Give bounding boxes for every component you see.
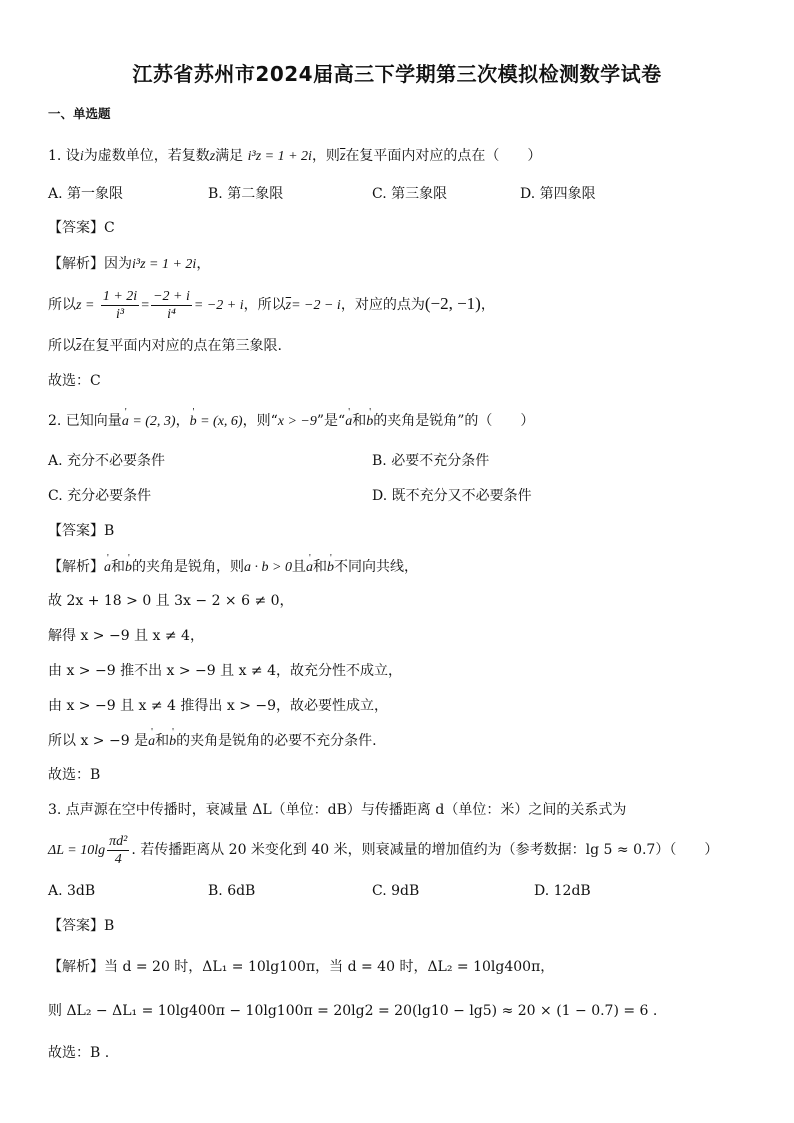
q2-a: ' a bbox=[345, 412, 352, 432]
q2-option-d: D. 既不充分又不必要条件 bbox=[372, 488, 532, 504]
q2-l1d: 且 bbox=[291, 559, 306, 575]
q1-rest: = −2 + i bbox=[193, 298, 244, 313]
q2-choose: 故选：B bbox=[48, 767, 101, 783]
q1-option-d: D. 第四象限 bbox=[520, 186, 596, 202]
q1-fraction-1 bbox=[101, 288, 139, 323]
q2-b-eq: ' b = (x, 6) bbox=[190, 412, 243, 432]
q2-option-a: A. 充分不必要条件 bbox=[48, 453, 166, 469]
q2-l6a: 所以 x > −9 是 bbox=[48, 733, 149, 749]
q3-stem-2-text: . 若传播距离从 20 米变化到 40 米，则衰减量的增加值约为（参考数据：lg 5 ≈ 0.7）（ ） bbox=[131, 842, 719, 858]
q3-fraction bbox=[107, 833, 129, 868]
q2-l1a: 【解析】 bbox=[48, 559, 104, 575]
q1-fraction-2 bbox=[151, 288, 192, 323]
q1-stem-e: 在复平面内对应的点在（ ） bbox=[345, 148, 542, 164]
q1-point-val: (−2, −1) bbox=[424, 294, 481, 313]
q1-zbar: $\overline{z}$ bbox=[339, 149, 346, 164]
q2-stem-a: 2. 已知向量 bbox=[48, 413, 122, 429]
q1-concl-b: 在复平面内对应的点在第三象限. bbox=[81, 338, 282, 354]
q1-option-c: C. 第三象限 bbox=[372, 186, 448, 202]
q1-zbar-3: $\overline{z}$ bbox=[76, 339, 82, 354]
q3-frac-num: πd² bbox=[109, 833, 128, 849]
q1-stem bbox=[48, 146, 541, 167]
q2-l6-b: ' b bbox=[169, 732, 176, 752]
q2-stem-c: ”是“ bbox=[316, 413, 346, 429]
q2-l1-and2: 和 bbox=[312, 559, 327, 575]
q1-conclusion bbox=[48, 336, 282, 357]
q2-l1-b: ' b bbox=[125, 558, 132, 578]
q2-stem bbox=[48, 411, 534, 432]
q3-analysis-2: 则 ΔL₂ − ΔL₁ = 10lg400π − 10lg100π = 20lg2 = 20(lg10 − lg5) ≈ 20 × (1 − 0.7) = 6 . bbox=[48, 1003, 658, 1019]
q1-i: i bbox=[79, 149, 84, 164]
q1-f2-den: i⁴ bbox=[167, 306, 176, 322]
q1-zbar-eq: = −2 − i bbox=[291, 298, 341, 313]
q1-concl-a: 所以 bbox=[48, 338, 76, 354]
q3-option-d: D. 12dB bbox=[534, 883, 591, 899]
q3-stem-1: 3. 点声源在空中传播时，衰减量 ΔL（单位：dB）与传播距离 d（单位：米）之间的关系式为 bbox=[48, 802, 627, 818]
q2-l1e: 不同向共线， bbox=[333, 559, 418, 575]
q2-l1b: 的夹角是锐角，则 bbox=[132, 559, 244, 575]
q1-stem-c: 满足 bbox=[215, 148, 244, 164]
q3-option-a: A. 3dB bbox=[48, 883, 96, 899]
q2-option-b: B. 必要不充分条件 bbox=[372, 453, 490, 469]
q2-l1c: a · b > 0 bbox=[244, 560, 292, 575]
q2-stem-b: ，则“ bbox=[242, 413, 278, 429]
q2-l1-b2: ' b bbox=[327, 558, 334, 578]
q3-answer: 【答案】B bbox=[48, 918, 115, 934]
q2-l1-a2: ' a bbox=[306, 558, 313, 578]
exam-title: 江苏省苏州市2024届高三下学期第三次模拟检测数学试卷 bbox=[132, 62, 662, 86]
section-heading: 一、单选题 bbox=[48, 106, 111, 121]
q1-analysis-1c: ， bbox=[196, 256, 211, 272]
q1-answer: 【答案】C bbox=[48, 220, 115, 236]
q2-analysis-3: 解得 x > −9 且 x ≠ 4， bbox=[48, 628, 204, 644]
q2-comma: ， bbox=[175, 413, 190, 429]
q3-stem-2 bbox=[48, 830, 718, 871]
q1-f1-num: 1 + 2i bbox=[102, 288, 138, 304]
q2-stem-d: 的夹角是锐角”的（ ） bbox=[373, 413, 535, 429]
q2-analysis-5: 由 x > −9 且 x ≠ 4 推得出 x > −9，故必要性成立， bbox=[48, 698, 389, 714]
q1-so: 所以 bbox=[48, 297, 76, 313]
q1-stem-d: ，则 bbox=[311, 148, 340, 164]
q2-l6-and: 和 bbox=[155, 733, 170, 749]
q1-analysis-1b: i³z = 1 + 2i bbox=[132, 257, 197, 272]
q3-analysis-1: 【解析】当 d = 20 时，ΔL₁ = 10lg100π，当 d = 40 时，ΔL₂ = 10lg400π， bbox=[48, 959, 555, 975]
q1-zbar-2: $\overline{z}$ bbox=[285, 298, 292, 313]
q1-stem-b: 为虚数单位，若复数 bbox=[83, 148, 210, 164]
q1-analysis-1a: 【解析】因为 bbox=[48, 256, 132, 272]
q3-choose: 故选：B . bbox=[48, 1045, 110, 1061]
q1-f2-num: −2 + i bbox=[153, 288, 190, 304]
q1-eq: = bbox=[141, 298, 150, 313]
q1-choose: 故选：C bbox=[48, 373, 101, 389]
q2-analysis-1 bbox=[48, 557, 418, 578]
q1-condition: i³z = 1 + 2i bbox=[247, 149, 312, 164]
q2-analysis-6 bbox=[48, 731, 377, 752]
q2-a-eq: ' a = (2, 3) bbox=[122, 412, 176, 432]
q2-cond: x > −9 bbox=[277, 414, 317, 429]
q1-so2: ，所以 bbox=[243, 297, 286, 313]
q2-l6b: 的夹角是锐角的必要不充分条件. bbox=[176, 733, 377, 749]
q1-analysis-1 bbox=[48, 254, 210, 275]
q1-point-text: ，对应的点为 bbox=[340, 297, 425, 313]
q3-formula: ΔL = 10lg bbox=[48, 843, 106, 858]
q2-b: ' b bbox=[366, 412, 373, 432]
q3-option-c: C. 9dB bbox=[372, 883, 420, 899]
q1-point-end: ， bbox=[480, 297, 495, 313]
q3-frac-den: 4 bbox=[114, 851, 122, 867]
q1-option-a: A. 第一象限 bbox=[48, 186, 124, 202]
q1-stem-a: 1. 设 bbox=[48, 148, 80, 164]
q2-analysis-2: 故 2x + 18 > 0 且 3x − 2 × 6 ≠ 0， bbox=[48, 593, 294, 609]
q2-option-c: C. 充分必要条件 bbox=[48, 488, 152, 504]
q2-analysis-4: 由 x > −9 推不出 x > −9 且 x ≠ 4，故充分性不成立， bbox=[48, 663, 403, 679]
q1-analysis-2 bbox=[48, 286, 495, 324]
q1-f1-den: i³ bbox=[115, 306, 125, 322]
q2-l1-and: 和 bbox=[111, 559, 125, 575]
q2-l6-a: ' a bbox=[148, 732, 155, 752]
q1-option-b: B. 第二象限 bbox=[208, 186, 284, 202]
q1-z: z bbox=[209, 149, 216, 164]
q2-answer: 【答案】B bbox=[48, 523, 115, 539]
q3-option-b: B. 6dB bbox=[208, 883, 256, 899]
q1-z-eq: z = bbox=[76, 298, 95, 313]
q2-and: 和 bbox=[352, 413, 367, 429]
q2-l1-a: ' a bbox=[104, 558, 111, 578]
